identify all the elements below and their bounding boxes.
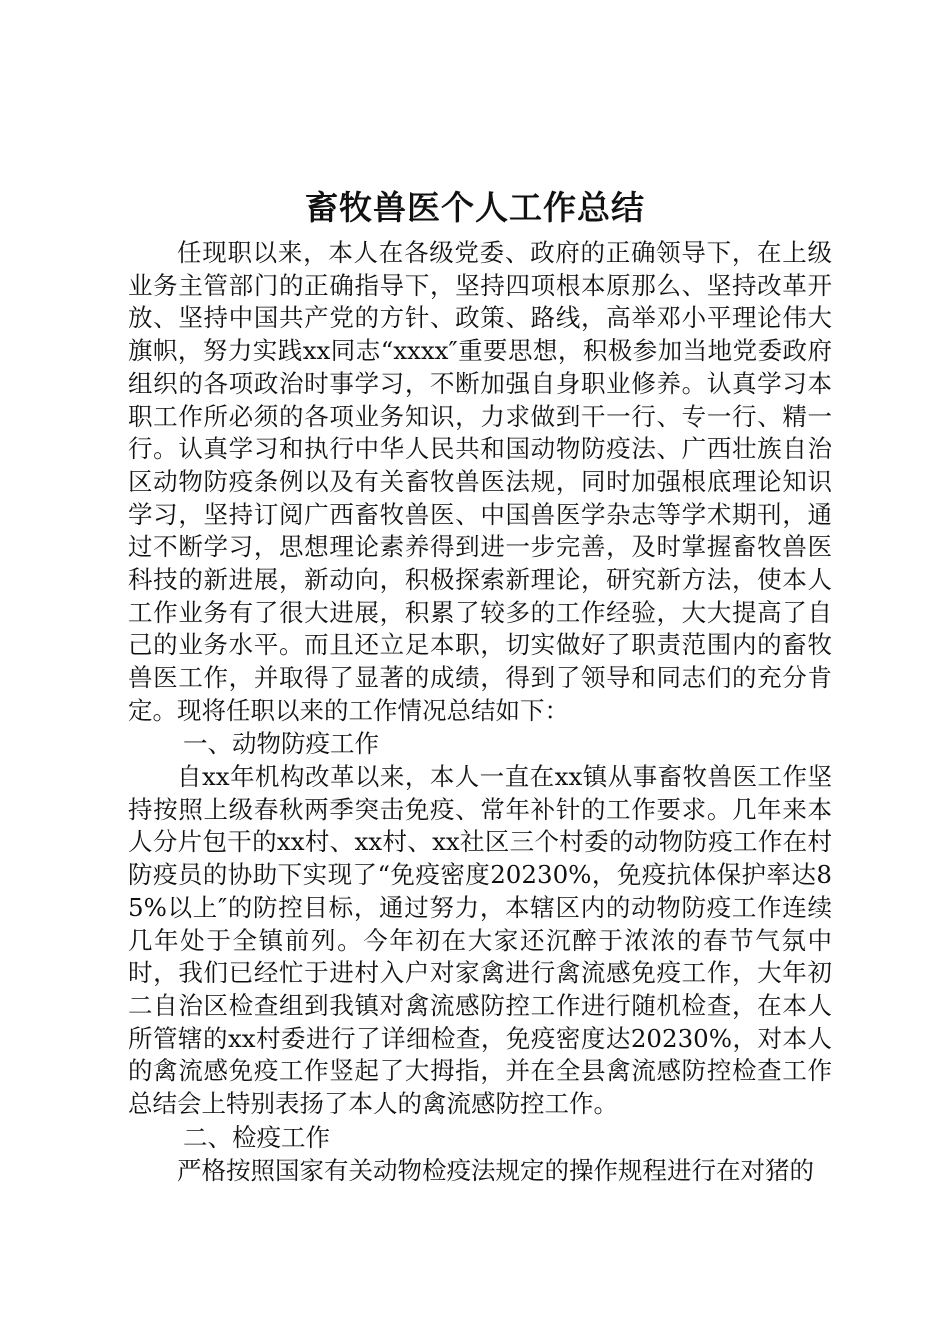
- document-title: 畜牧兽医个人工作总结: [305, 188, 645, 227]
- section-heading-animal-epidemic-prevention: 一、动物防疫工作: [183, 729, 379, 758]
- intro-paragraph: 任现职以来，本人在各级党委、政府的正确领导下，在上级业务主管部门的正确指导下，坚持四项根本原那么、坚持改革开放、坚持中国共产党的方针、政策、路线，高举邓小平理论伟大旗帜，努力实践xx同志“xxxx″重要思想，积极参加当地党委政府组织的各项政治时事学习，不断加强自身职业修养。认真学习本职工作所必须的各项业务知识，力求做到干一行、专一行、精一行。认真学习和执行中华人民共和国动物防疫法、广西壮族自治区动物防疫条例以及有关畜牧兽医法规，同时加强根底理论知识学习，坚持订阅广西畜牧兽医、中国兽医学杂志等学术期刊，通过不断学习，思想理论素养得到进一步完善，及时掌握畜牧兽医科技的新进展，新动向，积极探索新理论，研究新方法，使本人工作业务有了很大进展，积累了较多的工作经验，大大提高了自己的业务水平。而且还立足本职，切实做好了职责范围内的畜牧兽医工作，并取得了显著的成绩，得到了领导和同志们的充分肯定。现将任职以来的工作情况总结如下：: [128, 238, 832, 725]
- section-heading-quarantine: 二、检疫工作: [183, 1123, 330, 1152]
- section-paragraph-animal-epidemic-prevention: 自xx年机构改革以来，本人一直在xx镇从事畜牧兽医工作坚持按照上级春秋两季突击免疫、常年补针的工作要求。几年来本人分片包干的xx村、xx村、xx社区三个村委的动物防疫工作在村防疫员的协助下实现了“免疫密度20230%，免疫抗体保护率达85%以上″的防控目标，通过努力，本辖区内的动物防疫工作连续几年处于全镇前列。今年初在大家还沉醉于浓浓的春节气氛中时，我们已经忙于进村入户对家禽进行禽流感免疫工作，大年初二自治区检查组到我镇对禽流感防控工作进行随机检查，在本人所管辖的xx村委进行了详细检查，免疫密度达20230%，对本人的禽流感免疫工作竖起了大拇指，并在全县禽流感防控检查工作总结会上特别表扬了本人的禽流感防控工作。: [128, 762, 832, 1119]
- section-paragraph-quarantine: 严格按照国家有关动物检疫法规定的操作规程进行在对猪的: [177, 1156, 814, 1185]
